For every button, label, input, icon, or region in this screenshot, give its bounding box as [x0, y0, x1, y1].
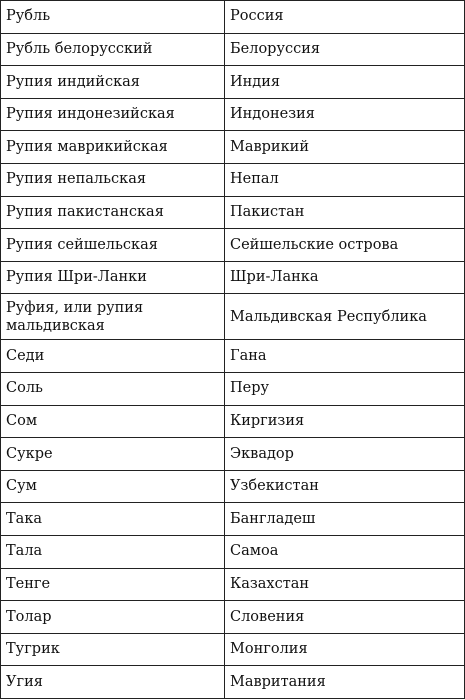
country-cell: Эквадор: [225, 438, 465, 471]
country-cell: Шри-Ланка: [225, 261, 465, 294]
country-cell: Россия: [225, 1, 465, 34]
currency-cell: Тенге: [1, 568, 225, 601]
currency-cell: Тала: [1, 535, 225, 568]
table-row: [1, 98, 465, 131]
country-cell: Словения: [225, 601, 465, 634]
country-cell: Белоруссия: [225, 33, 465, 66]
table-row: [1, 196, 465, 229]
table-row: [1, 601, 465, 634]
currency-cell: Рупия маврикийская: [1, 131, 225, 164]
table-row: [1, 666, 465, 699]
currency-cell: Угия: [1, 666, 225, 699]
table-row: [1, 568, 465, 601]
currency-cell: Рупия пакистанская: [1, 196, 225, 229]
currency-cell: Рупия индийская: [1, 66, 225, 99]
country-cell: Узбекистан: [225, 470, 465, 503]
table-row: [1, 1, 465, 34]
table-row: [1, 131, 465, 164]
table-row: [1, 470, 465, 503]
country-cell: Индонезия: [225, 98, 465, 131]
table-row: [1, 405, 465, 438]
country-cell: Маврикий: [225, 131, 465, 164]
currency-cell: Рупия Шри-Ланки: [1, 261, 225, 294]
currency-cell: Рупия непальская: [1, 163, 225, 196]
country-cell: Перу: [225, 372, 465, 405]
currency-cell: Рупия сейшельская: [1, 229, 225, 262]
country-cell: Сейшельские острова: [225, 229, 465, 262]
currency-cell: Толар: [1, 601, 225, 634]
country-cell: Монголия: [225, 633, 465, 666]
table-row: [1, 294, 465, 340]
currency-cell: Седи: [1, 340, 225, 373]
country-cell: Мальдивская Республика: [225, 294, 465, 340]
country-cell: Пакистан: [225, 196, 465, 229]
table-row: [1, 633, 465, 666]
country-cell: Мавритания: [225, 666, 465, 699]
currency-cell: Соль: [1, 372, 225, 405]
table-row: [1, 340, 465, 373]
currency-cell: Сом: [1, 405, 225, 438]
table-row: [1, 535, 465, 568]
currency-cell: Така: [1, 503, 225, 536]
currency-cell: Рупия индонезийская: [1, 98, 225, 131]
table-body: [1, 1, 465, 699]
table-row: [1, 163, 465, 196]
table-row: [1, 33, 465, 66]
table-row: [1, 261, 465, 294]
table-row: [1, 372, 465, 405]
country-cell: Киргизия: [225, 405, 465, 438]
country-cell: Непал: [225, 163, 465, 196]
country-cell: Гана: [225, 340, 465, 373]
currency-cell: Рубль: [1, 1, 225, 34]
country-cell: Индия: [225, 66, 465, 99]
table-row: [1, 229, 465, 262]
currency-cell: Рубль белорусский: [1, 33, 225, 66]
country-cell: Казахстан: [225, 568, 465, 601]
country-cell: Бангладеш: [225, 503, 465, 536]
table-row: [1, 438, 465, 471]
currency-cell: Сум: [1, 470, 225, 503]
table-row: [1, 503, 465, 536]
table-row: [1, 66, 465, 99]
currency-cell: Руфия, или рупия мальдивская: [1, 294, 225, 340]
currency-cell: Сукре: [1, 438, 225, 471]
country-cell: Самоа: [225, 535, 465, 568]
currency-cell: Тугрик: [1, 633, 225, 666]
